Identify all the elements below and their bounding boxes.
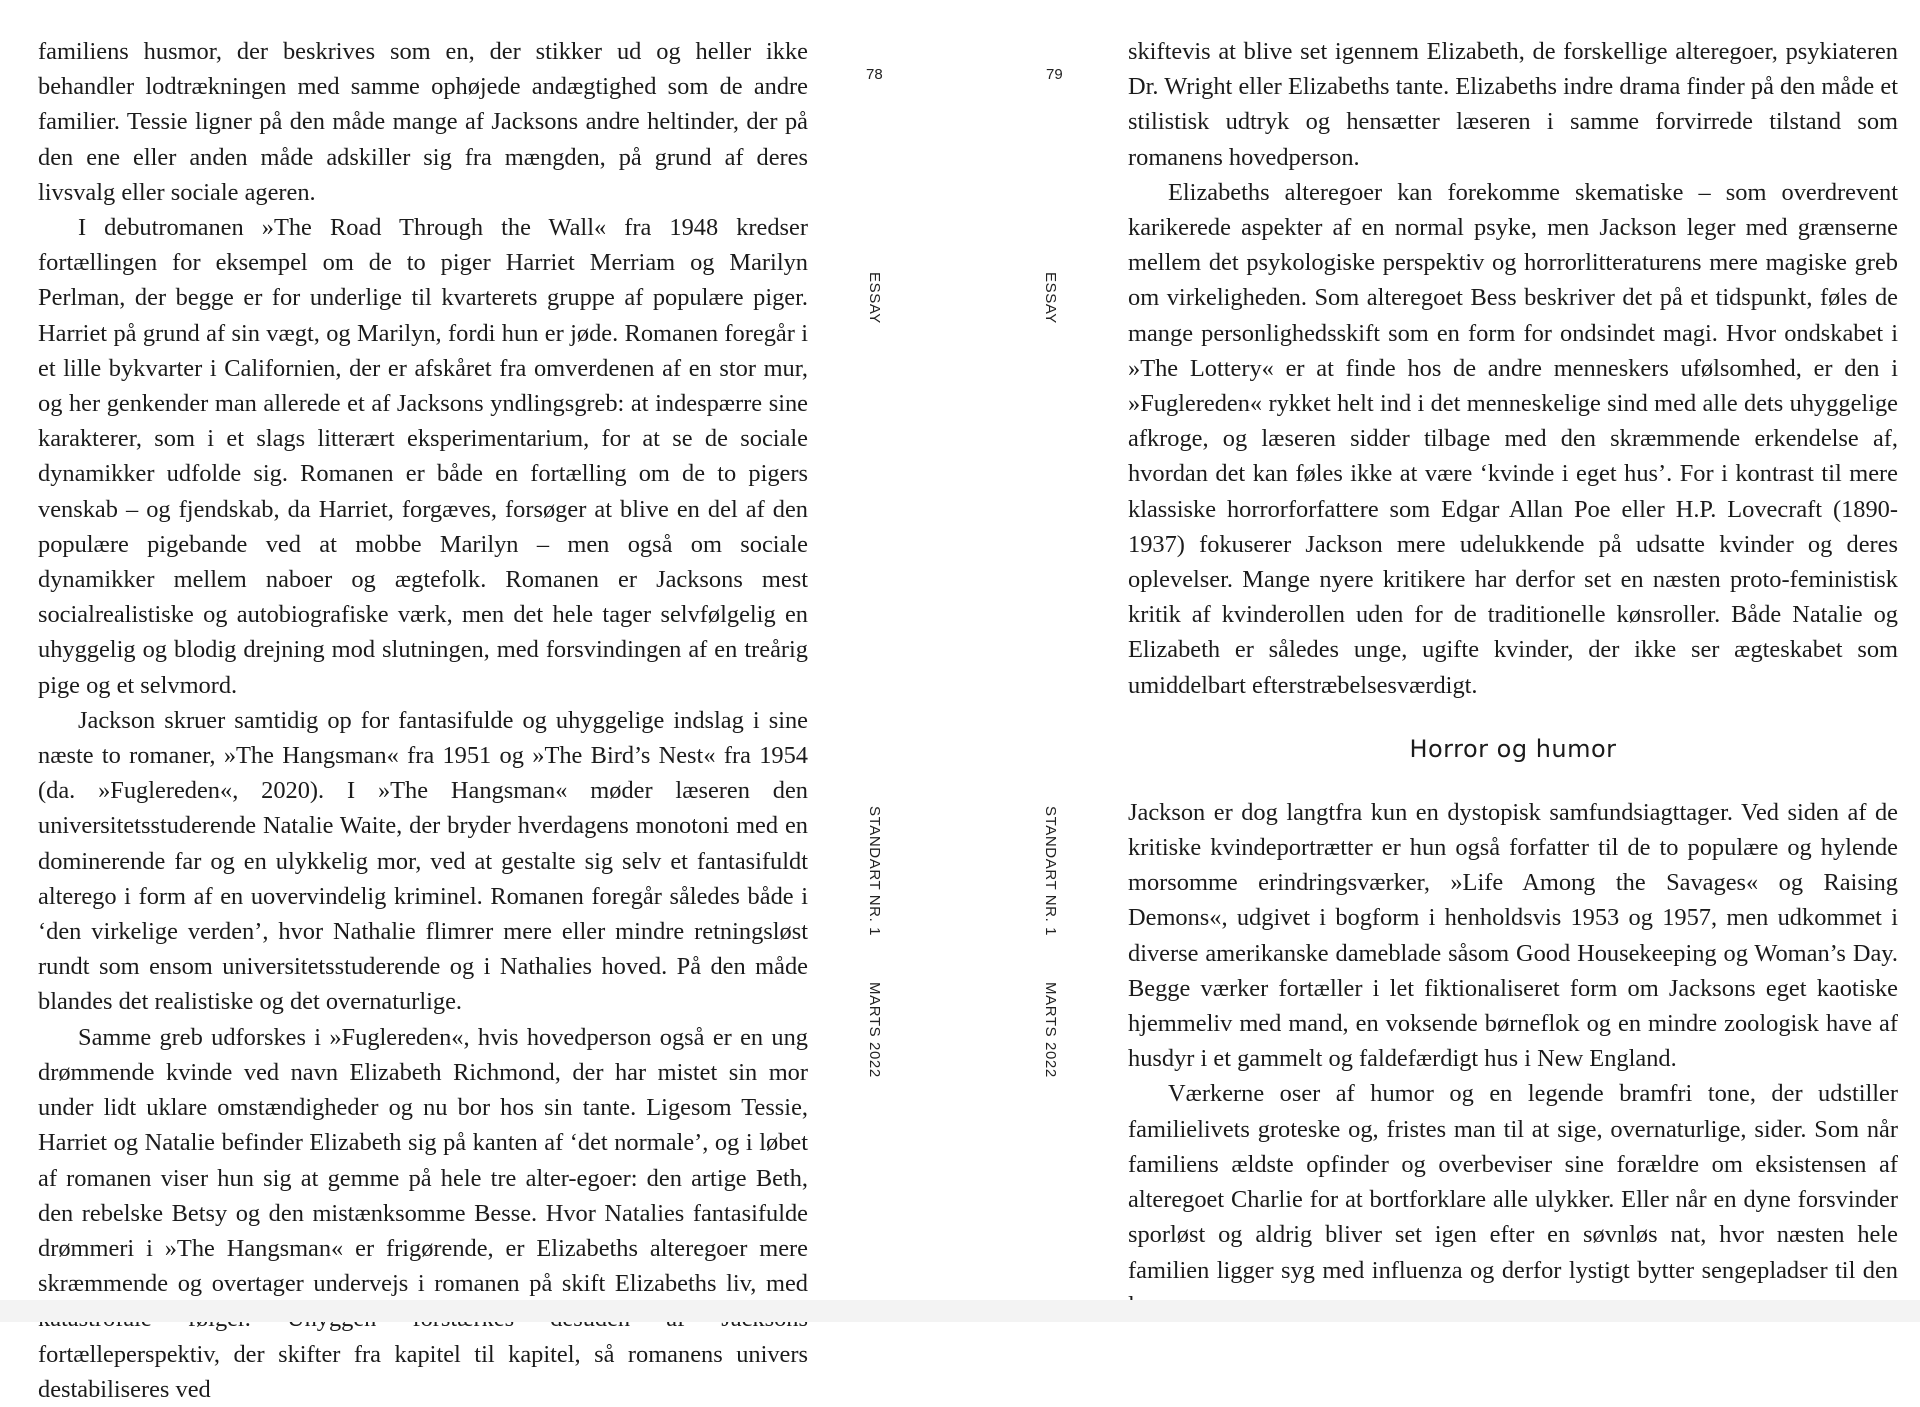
section-heading: Horror og humor — [1409, 734, 1617, 763]
right-side-magazine-label: STANDART NR. 1 — [1042, 806, 1059, 937]
left-side-issue-label: MARTS 2022 — [866, 982, 883, 1078]
left-paragraph-3: Jackson skruer samtidig op for fantasifulde og uhyggelige indslag i sine næste to romaner, »The Hangsman« fra 1951 og »The Bird’s Nest« fra 1954 (da. »Fuglereden«, 2020). I »The Hangsman« møder læseren den universitetsstuderende Natalie Waite, der bryder hverdagens monotoni med en dominerende far og en ulykkelig mor, ved at gestalte sig selv et fantasifuldt alterego i form af en uovervindelig kriminel. Romanen foregår således både i ‘den virkelige verden’, hvor Nathalie flimrer mere eller mindre retningsløst rundt som ensom universitetsstuderende og i Nathalies hoved. På den måde blandes det realistiske og det overnaturlige. — [38, 706, 808, 1016]
left-page — [0, 0, 960, 1403]
left-paragraph-1: familiens husmor, der beskrives som en, der stikker ud og heller ikke behandler lodtrækningen med samme ophøjede andægtighed som de andre familier. Tessie ligner på den måde mange af Jacksons andre heltinder, der på den ene eller anden måde adskiller sig fra mængden, på grund af deres livsvalg eller sociale ageren. — [38, 38, 808, 206]
left-paragraph-2: I debutromanen »The Road Through the Wall« fra 1948 kredser fortællingen for eksempel om de to piger Harriet Merriam og Marilyn Perlman, der begge er for underlige til kvarterets gruppe af populære piger. Harriet på grund af sin vægt, og Marilyn, fordi hun er jøde. Romanen foregår i et lille bykvarter i Californien, der er afskåret fra omverdenen af en stor mur, og her genkender man allerede et af Jacksons yndlingsgreb: at indespærre sine karakterer, som i et slags litterært eksperimentarium, for at se de sociale dynamikker udfolde sig. Romanen er både en fortælling om de to pigers venskab – og fjendskab, da Harriet, forgæves, forsøger at blive en del af den populære pigebande ved at mobbe Marilyn – men også om sociale dynamikker mellem naboer og ægtefolk. Romanen er Jacksons mest socialrealistiske og autobiografiske værk, men det hele tager selvfølgelig en uhyggelig og blodig drejning mod slutningen, med forsvindingen af en treårig pige og et selvmord. — [38, 214, 808, 699]
left-side-magazine-label: STANDART NR. 1 — [866, 806, 883, 937]
left-paragraph-4: Samme greb udforskes i »Fuglereden«, hvis hovedperson også er en ung drømmende kvinde ved navn Elizabeth Richmond, der har mistet sin mor under lidt uklare omstændigheder og nu bor hos sin tante. Ligesom Tessie, Harriet og Natalie befinder Elizabeth sig på kanten af ‘det normale’, og i løbet af romanen viser hun sig at gemme på hele tre alter-egoer: den artige Beth, den rebelske Betsy og den mistænksomme Besse. Hvor Natalies fantasifulde drømmeri i »The Hangsman« er frigørende, er Elizabeths alteregoer mere skræmmende og overtager undervejs i romanen på skift Elizabeths liv, med fortælleperspektiv, der skifter fra kapitel til kapitel, så romanens univers destabiliseres ved — [38, 1023, 808, 1403]
right-side-section-label: ESSAY — [1042, 272, 1059, 324]
right-paragraph-2: Elizabeths alteregoer kan forekomme skematiske – som overdrevent karikerede aspekter af en normal psyke, men Jackson leger med grænserne mellem det psykologiske perspektiv og horrorlitteraturens mere magiske greb om virkeligheden. Som alteregoet Bess beskriver det på et tidspunkt, føles de mange personlighedsskift som en form for ondsindet magi. Hvor ondskabet i »The Lottery« er at finde hos de andre menneskers ufølsomhed, er den i »Fuglereden« rykket helt ind i det menneskelige sind med alle dets uhyggelige afkroge, og læseren sidder tilbage med den skræmmende erkendelse af, hvordan det kan føles ikke at være ‘kvinde i eget hus’. For i kontrast til mere klassiske horrorforfattere som Edgar Allan Poe eller H.P. Lovecraft (1890-1937) fokuserer Jackson mere udelukkende på udsatte kvinder og deres oplevelser. Mange nyere kritikere har derfor set en næsten proto-feministisk kritik af kvinderollen uden for de traditionelle kønsroller. Både Natalie og Elizabeth er således unge, ugifte kvinder, der ikke ser ægteskabet som umiddelbart efterstræbelsesværdigt. — [1128, 178, 1898, 699]
left-side-section-label: ESSAY — [866, 272, 883, 324]
left-text-column — [38, 34, 808, 1407]
right-paragraph-1: skiftevis at blive set igennem Elizabeth, de forskellige alteregoer, psykiateren Dr. Wright eller Elizabeths tante. Elizabeths indre drama finder på den måde et stilistisk udtryk og hensætter læseren i samme forvirrede tilstand som romanens hovedperson. — [1128, 38, 1898, 171]
bottom-margin-strip — [0, 1300, 1920, 1322]
left-page-number: 78 — [866, 66, 883, 83]
right-page — [960, 0, 1920, 1322]
right-page-number: 79 — [1046, 66, 1063, 83]
right-paragraph-4: Værkerne oser af humor og en legende bramfri tone, der udstiller familielivets groteske og, fristes man til at sige, overnaturlige, sider. Som når familiens ældste opfinder og overbeviser sine forældre om eksistensen af alteregoet Charlie for at bortforklare alle ulykker. Eller når en dyne forsvinder sporløst og aldrig bliver set igen efter en søvnløs nat, hvor næsten hele familien ligger syg med influenza og derfor lystigt bytter sengepladser til den — [1128, 1080, 1898, 1284]
right-paragraph-3: Jackson er dog langtfra kun en dystopisk samfundsiagttager. Ved siden af de kritiske kvindeportrætter er hun også forfatter til de to populære og hylende morsomme erindringsværker, »Life Among the Savages« og Raising Demons«, udgivet i bogform i henholdsvis 1953 og 1957, men udkommet i diverse amerikanske dameblade såsom Good Housekeeping og Woman’s Day. Begge værker fortæller i let fiktionaliseret form om Jacksons eget kaotiske hjemmeliv med mand, en voksende børneflok og en mindre zoologisk have af husdyr i et gammelt og faldefærdigt hus i New England. — [1128, 798, 1898, 1073]
right-text-column — [1128, 34, 1898, 1323]
right-side-issue-label: MARTS 2022 — [1042, 982, 1059, 1078]
